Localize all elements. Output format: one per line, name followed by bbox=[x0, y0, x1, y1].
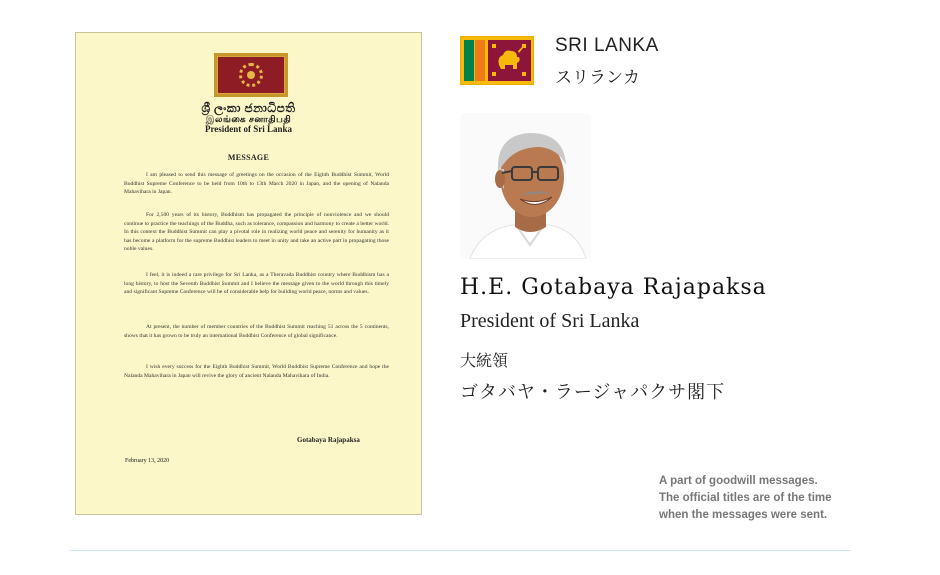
disclaimer-note bbox=[659, 473, 832, 524]
letterhead-sinhala: ශ්‍රී ලංකා ජනාධිපති bbox=[201, 101, 296, 115]
person-title-english: President of Sri Lanka bbox=[460, 310, 640, 332]
letterhead-tamil: இலங்கை சனாதிபதி bbox=[205, 114, 292, 124]
flag-maroon-field bbox=[488, 40, 531, 81]
person-name-japanese: ゴタバヤ・ラージャパクサ閣下 bbox=[460, 382, 726, 403]
letterhead-title: President of Sri Lanka bbox=[204, 124, 293, 134]
person-title-japanese: 大統領 bbox=[460, 351, 509, 370]
message-letter bbox=[75, 32, 422, 515]
flag-lion-icon bbox=[491, 43, 527, 77]
sri-lanka-flag bbox=[460, 36, 534, 85]
flag-green-stripe bbox=[464, 40, 474, 81]
message-paragraph: At present, the number of member countries of the Buddhist Summit reaching 51 across the 5 continents, shows that it has grown to be truly an international Buddhist Conference of global significance. bbox=[124, 324, 389, 339]
note-line: when the messages were sent. bbox=[659, 509, 828, 521]
message-paragraph: I am pleased to send this message of greetings on the occasion of the Eighth Buddhist Summit, World Buddhist Supreme Conference to be held from 10th to 13th March 2020 in Japan, and the opening of Nalanda Mahavihara in Japan. bbox=[124, 172, 389, 196]
person-name-english: H.E. Gotabaya Rajapaksa bbox=[460, 275, 767, 300]
letter-date: February 13, 2020 bbox=[125, 458, 170, 464]
note-line: The official titles are of the time bbox=[659, 492, 832, 504]
flag-orange-stripe bbox=[475, 40, 485, 81]
message-paragraph: I wish every success for the Eighth Buddhist Summit, World Buddhist Supreme Conference and hope the Nalanda Mahavihara in Japan will revive the glory of ancient Nalanda Mahavihara of India. bbox=[124, 364, 389, 379]
president-portrait bbox=[460, 113, 591, 259]
message-paragraph: I feel, it is indeed a rare privilege for Sri Lanka, as a Theravada Buddhist country where Buddhism has a long history, to host the Seventh Buddhist Summit and I believe the message given to the world through this timely and significant Supreme Conference will be of considerable help for building world peace, norms and values. bbox=[124, 272, 389, 296]
divider bbox=[70, 550, 851, 551]
message-paragraph: For 2,500 years of its history, Buddhism has propagated the principle of nonviolence and we should continue to practice the teachings of the Buddha, such as tolerance, compassion and harmony to create a better world. In this context the Buddhist Summit can play a pivotal role in realizing world peace and serenity for humanity as it has become a platform for the supreme Buddhist leaders to meet in unity and take an active part in propagating those noble values. bbox=[124, 212, 389, 253]
country-name-japanese: スリランカ bbox=[555, 68, 640, 88]
signature-name: Gotabaya Rajapaksa bbox=[297, 436, 360, 444]
message-heading: MESSAGE bbox=[227, 153, 270, 162]
country-name-english: SRI LANKA bbox=[555, 35, 659, 56]
presidential-seal-emblem bbox=[214, 53, 288, 97]
note-line: A part of goodwill messages. bbox=[659, 475, 818, 487]
